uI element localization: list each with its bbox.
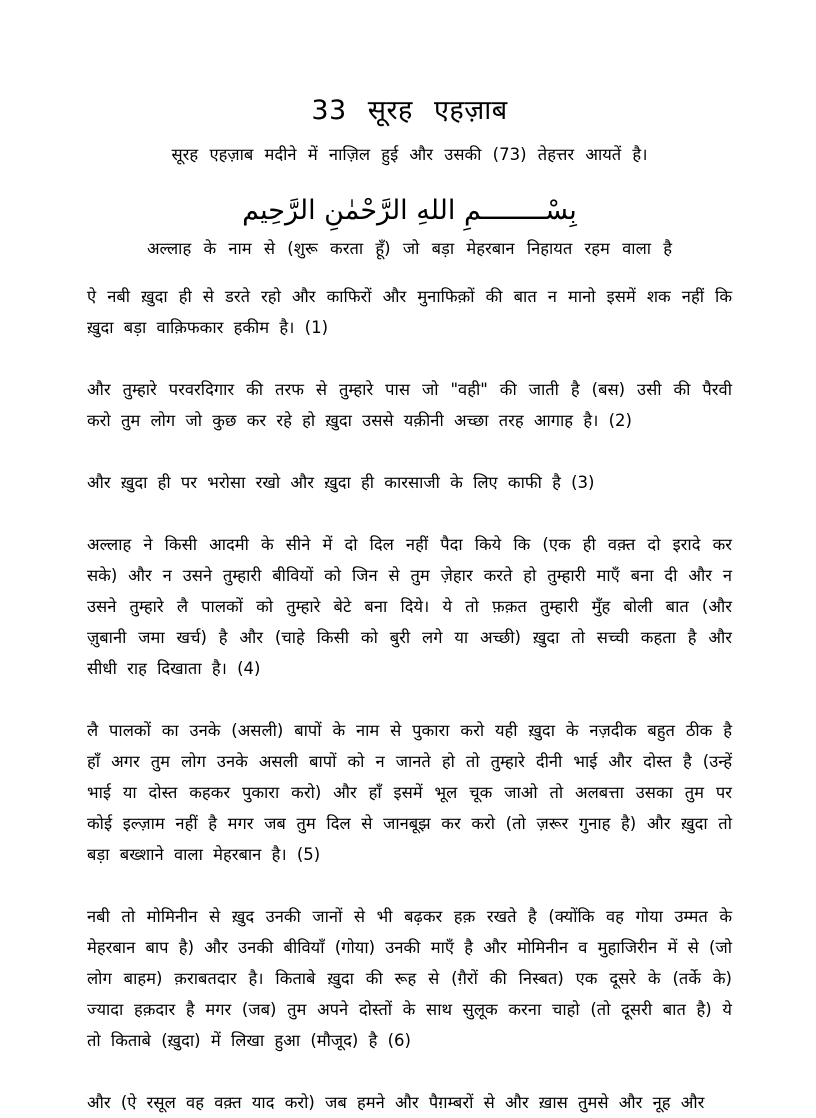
surah-subtitle: सूरह एहज़ाब मदीने में नाज़िल हुई और उसकी (73) तेहत्तर आयतें है। — [171, 145, 648, 164]
verse-paragraph-2: और तुम्हारे परवरदिगार की तरफ से तुम्हारे पास जो "वही" की जाती है (बस) उसी की पैरवी करो तुम लोग जो कुछ कर रहे हो ख़ुदा उससे यक़ीनी अच्छा तरह आगाह है। (2) — [87, 380, 732, 430]
verse-paragraph-6: नबी तो मोमिनीन से ख़ुद उनकी जानों से भी बढ़कर हक़ रखते है (क्योंकि वह गोया उम्मत के मेहरबान बाप है) और उनकी बीवियाँ (गोया) उनकी माएँ है और मोमिनीन व मुहाजिरीन में से (जो लोग बाहम) क़राबतदार है। किताबे ख़ुदा की रूह से (ग़ैरों की निस्बत) एक दूसरे के (तर्के के) ज्यादा हक़दार है मगर (जब) तुम अपने दोस्तों के साथ सुलूक करना चाहो (तो दूसरी बात है) ये तो किताबे (ख़ुदा) में लिखा हुआ (मौजूद) है (6) — [87, 907, 732, 1050]
bismillah-translation: अल्लाह के नाम से (शुरू करता हूँ) जो बड़ा मेहरबान निहायत रहम वाला है — [146, 239, 673, 258]
page-title: 33 सूरह एहज़ाब — [311, 95, 508, 126]
bismillah-calligraphy: بِسْــــــــمِ اللهِ الرَّحْمٰنِ الرَّحِيم — [242, 195, 577, 226]
verse-paragraph-7: और (ऐ रसूल वह वक़्त याद करो) जब हमने और पैग़म्बरों से और ख़ास तुमसे और नूह और — [87, 1093, 705, 1112]
verse-paragraph-4: अल्लाह ने किसी आदमी के सीने में दो दिल नहीं पैदा किये कि (एक ही वक़्त दो इरादे कर सके) और न उसने तुम्हारी बीवियों को जिन से तुम ज़ेहार करते हो तुम्हारी माएँ बना दी और न उसने तुम्हारे लै पालकों को तुम्हारे बेटे बना दिये। ये तो फ़क़त तुम्हारी मुँह बोली बात (और ज़ुबानी जमा खर्च) है और (चाहे किसी को बुरी लगे या अच्छी) ख़ुदा तो सच्ची कहता है और सीधी राह दिखाता है। (4) — [87, 535, 732, 678]
verse-paragraph-5: लै पालकों का उनके (असली) बापों के नाम से पुकारा करो यही ख़ुदा के नज़दीक बहुत ठीक है हाँ अगर तुम लोग उनके असली बापों को न जानते हो तो तुम्हारे दीनी भाई और दोस्त है (उन्हें भाई या दोस्त कहकर पुकारा करो) और हाँ इसमें भूल चूक जाओ तो अलबत्ता उसका तुम पर कोई इल्ज़ाम नहीं है मगर जब तुम दिल से जानबूझ कर करो (तो ज़रूर गुनाह है) और ख़ुदा तो बड़ा बख्शाने वाला मेहरबान है। (5) — [87, 721, 732, 864]
verse-paragraphs — [87, 281, 732, 1118]
verse-paragraph-1: ऐ नबी ख़ुदा ही से डरते रहो और काफिरों और मुनाफिक़ों की बात न मानो इसमें शक नहीं कि ख़ुदा बड़ा वाक़िफकार हकीम है। (1) — [87, 287, 732, 337]
verse-paragraph-3: और ख़ुदा ही पर भरोसा रखो और ख़ुदा ही कारसाजी के लिए काफी है (3) — [87, 473, 595, 492]
